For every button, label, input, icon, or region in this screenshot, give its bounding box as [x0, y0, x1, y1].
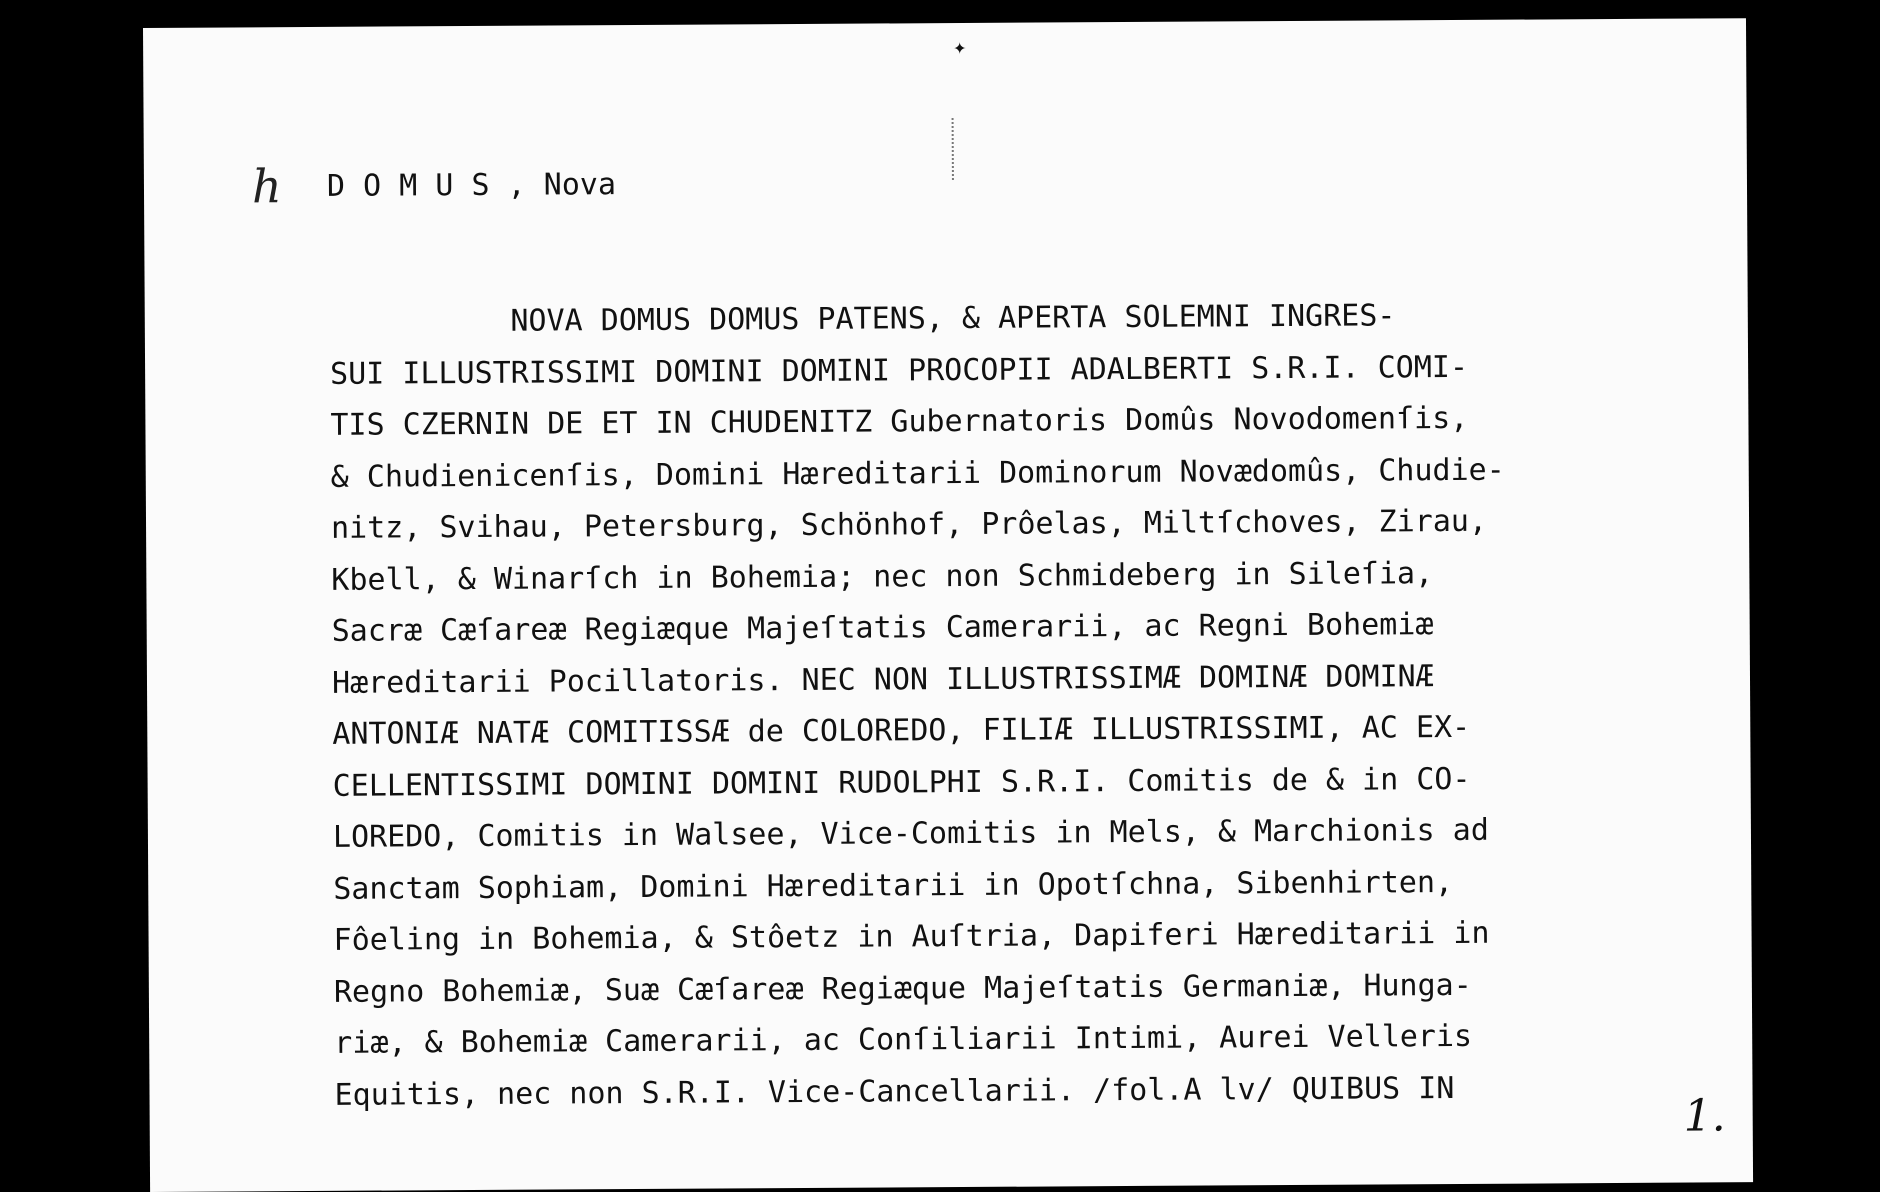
handwritten-initial: h [251, 159, 282, 214]
body-line: SUI ILLUSTRISSIMI DOMINI DOMINI PROCOPII ADALBERTI S.R.I. COMI- [330, 349, 1469, 392]
page-number: 1. [1683, 1090, 1726, 1142]
body-line: Kbell, & Winarſch in Bohemia; nec non Schmideberg in Sileſia, [331, 555, 1434, 598]
index-card [143, 18, 1753, 1192]
top-mark: ✦ [953, 34, 967, 61]
card-crease [952, 118, 956, 180]
body-line: LOREDO, Comitis in Walsee, Vice-Comitis in Mels, & Marchionis ad [332, 812, 1489, 855]
body-line: Equitis, nec non S.R.I. Vice-Cancellarii. /fol.A lv/ QUIBUS IN [334, 1070, 1455, 1113]
body-line: & Chudienicenſis, Domini Hæreditarii Dominorum Novædomûs, Chudie- [330, 452, 1505, 495]
body-line: NOVA DOMUS DOMUS PATENS, & APERTA SOLEMNI INGRES- [329, 298, 1396, 340]
body-line: Fôeling in Bohemia, & Stôetz in Auſtria, Dapiferi Hæreditarii in [333, 915, 1490, 958]
body-line: Sacræ Cæſareæ Regiæque Majeſtatis Camerarii, ac Regni Bohemiæ [331, 607, 1434, 649]
body-line: riæ, & Bohemiæ Camerarii, ac Conſiliarii Intimi, Aurei Velleris [334, 1018, 1473, 1061]
body-line: CELLENTISSIMI DOMINI DOMINI RUDOLPHI S.R.I. Comitis de & in CO- [332, 761, 1471, 804]
body-line: TIS CZERNIN DE ET IN CHUDENITZ Gubernatoris Domûs Novodomenſis, [330, 400, 1469, 443]
body-line: nitz, Svihau, Petersburg, Schönhof, Prôelas, Miltſchoves, Zirau, [330, 503, 1488, 546]
card-body-text [330, 288, 1715, 1120]
body-line: Hæreditarii Pocillatoris. NEC NON ILLUSTRISSIMÆ DOMINÆ DOMINÆ [331, 658, 1434, 701]
body-line: ANTONIÆ NATÆ COMITISSÆ de COLOREDO, FILIÆ ILLUSTRISSIMI, AC EX- [332, 709, 1471, 752]
card-heading: D O M U S , Nova [326, 167, 617, 204]
body-line: Regno Bohemiæ, Suæ Cæſareæ Regiæque Majeſtatis Germaniæ, Hunga- [333, 967, 1472, 1010]
body-line: Sanctam Sophiam, Domini Hæreditarii in Opotſchna, Sibenhirten, [333, 864, 1454, 907]
